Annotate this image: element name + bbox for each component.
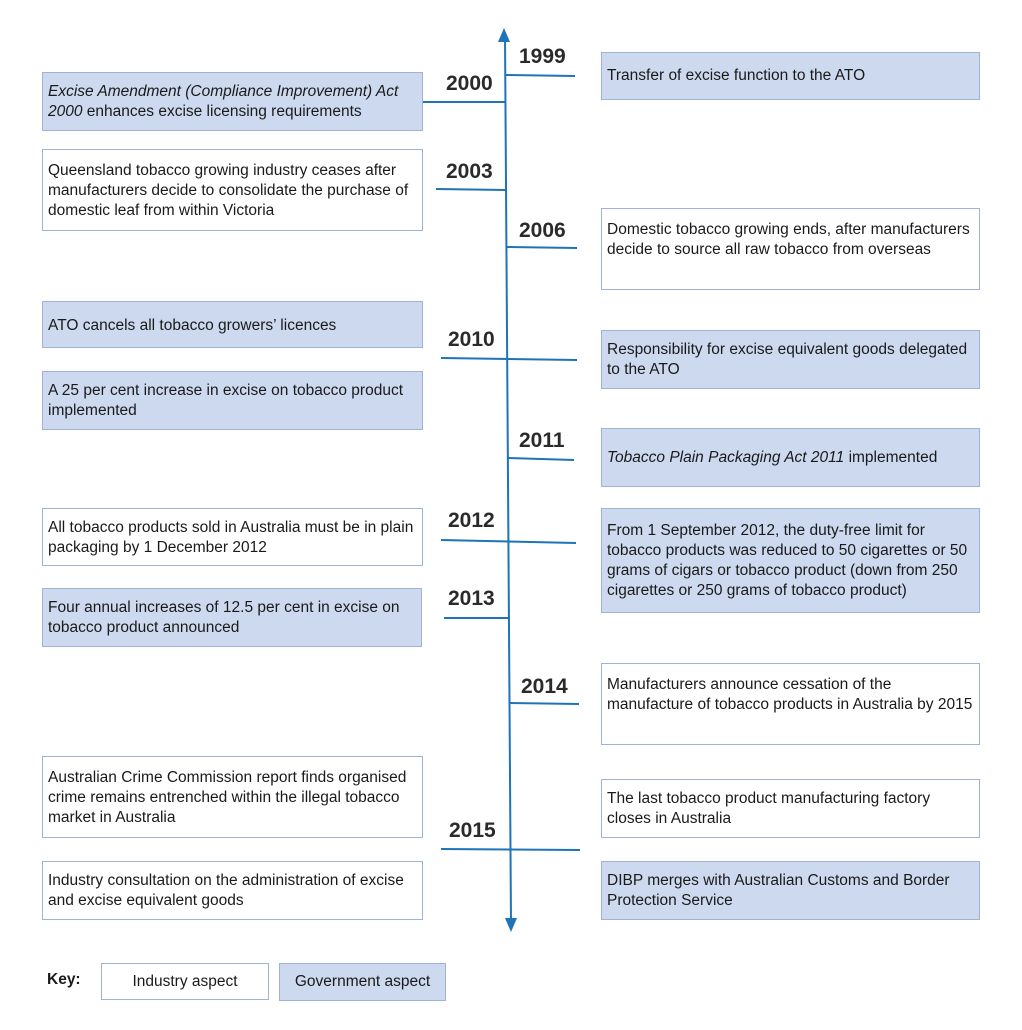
event-2010-excise-increase: A 25 per cent increase in excise on tobacco product implemented <box>42 371 423 430</box>
year-2014: 2014 <box>521 675 568 698</box>
tick-2010 <box>441 358 577 360</box>
event-2000-act-name: Excise Amendment (Compliance Improvement) Act 2000 <box>48 83 399 120</box>
tick-2011 <box>508 458 574 460</box>
event-2000-excise-amendment <box>42 72 423 131</box>
tick-1999 <box>505 75 575 76</box>
event-2015-dibp-merge: DIBP merges with Australian Customs and Border Protection Service <box>601 861 980 920</box>
event-2006-domestic-growing-ends: Domestic tobacco growing ends, after manufacturers decide to source all raw tobacco from overseas <box>601 208 980 290</box>
year-2013: 2013 <box>448 587 495 610</box>
event-2014-cessation-announced: Manufacturers announce cessation of the manufacture of tobacco products in Australia by 2015 <box>601 663 980 745</box>
event-2010-excise-equivalent: Responsibility for excise equivalent goods delegated to the ATO <box>601 330 980 389</box>
event-2013-annual-increases: Four annual increases of 12.5 per cent in excise on tobacco product announced <box>42 588 422 647</box>
key-label: Key: <box>47 971 81 988</box>
event-2010-licences-cancelled: ATO cancels all tobacco growers’ licences <box>42 301 423 348</box>
year-2010: 2010 <box>448 328 495 351</box>
timeline-axis <box>505 36 511 924</box>
year-1999: 1999 <box>519 45 566 68</box>
key-industry-aspect: Industry aspect <box>101 963 269 1000</box>
event-2012-plain-packaging: All tobacco products sold in Australia must be in plain packaging by 1 December 2012 <box>42 508 423 566</box>
year-2003: 2003 <box>446 160 493 183</box>
year-2012: 2012 <box>448 509 495 532</box>
timeline-arrow-bottom <box>505 918 517 932</box>
tick-2006 <box>507 247 577 248</box>
year-2015: 2015 <box>449 819 496 842</box>
event-2012-duty-free-limit: From 1 September 2012, the duty-free limit for tobacco products was reduced to 50 cigarettes or 50 grams of cigars or tobacco product (down from 250 cigarettes or 250 grams of tobacco product) <box>601 508 980 613</box>
event-1999-transfer: Transfer of excise function to the ATO <box>601 52 980 100</box>
event-2011-plain-packaging-act <box>601 428 980 487</box>
event-2011-text: implemented <box>844 449 938 466</box>
year-2000: 2000 <box>446 72 493 95</box>
tick-2015 <box>441 849 580 850</box>
tick-2003 <box>436 189 506 190</box>
event-2000-text: enhances excise licensing requirements <box>82 103 362 120</box>
year-2006: 2006 <box>519 219 566 242</box>
tick-2014 <box>510 703 579 704</box>
event-2015-last-factory: The last tobacco product manufacturing factory closes in Australia <box>601 779 980 838</box>
event-2015-crime-commission: Australian Crime Commission report finds organised crime remains entrenched within the illegal tobacco market in Australia <box>42 756 423 838</box>
key-government-aspect: Government aspect <box>279 963 446 1001</box>
event-2011-act-name: Tobacco Plain Packaging Act 2011 <box>607 449 845 466</box>
event-2003-queensland: Queensland tobacco growing industry ceases after manufacturers decide to consolidate the purchase of domestic leaf from within Victoria <box>42 149 423 231</box>
event-2015-industry-consultation: Industry consultation on the administration of excise and excise equivalent goods <box>42 861 423 920</box>
year-2011: 2011 <box>519 429 565 452</box>
timeline-arrow-top <box>498 28 510 42</box>
